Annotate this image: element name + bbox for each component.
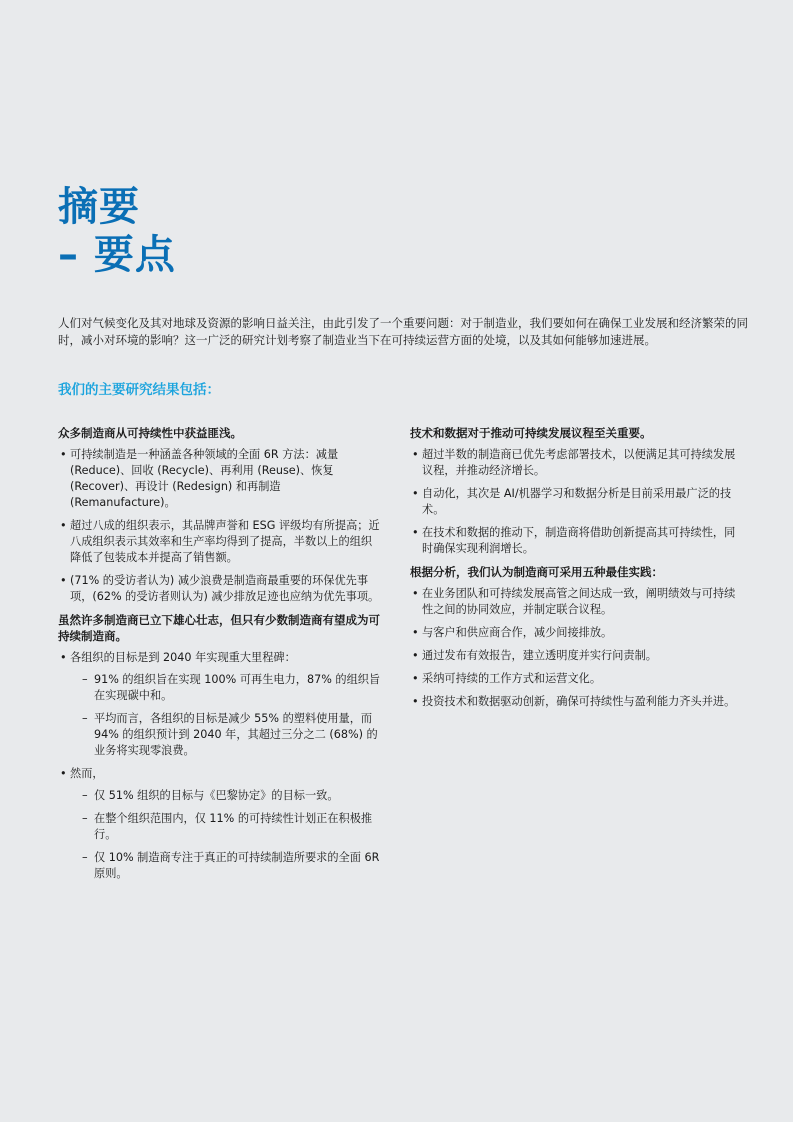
list-item-text: 然而， [70,767,104,780]
section-heading-ambitions: 虽然许多制造商已立下雄心壮志，但只有少数制造商有望成为可持续制造商。 [58,613,380,643]
list-item [58,766,383,882]
list-item-text: 各组织的目标是到 2040 年实现重大里程碑： [70,651,296,664]
section-heading-benefits: 众多制造商从可持续性中获益匪浅。 [58,426,242,440]
benefits-list [58,447,383,605]
section-heading-best-practices: 根据分析，我们认为制造商可采用五种最佳实践： [410,565,663,579]
list-item: • 自动化，其次是 AI/机器学习和数据分析是目前采用最广泛的技术。 [410,486,740,518]
findings-heading: 我们的主要研究结果包括： [58,382,220,398]
technology-list [410,447,740,557]
ambitions-list [58,650,383,882]
page-title-line1: 摘要 [58,184,140,230]
left-column [58,425,383,889]
page-title [58,183,176,279]
sub-list-item: – 91% 的组织旨在实现 100% 可再生电力，87% 的组织旨在实现碳中和。 [70,672,383,704]
section-heading-technology: 技术和数据对于推动可持续发展议程至关重要。 [410,426,652,440]
intro-paragraph: 人们对气候变化及其对地球及资源的影响日益关注，由此引发了一个重要问题：对于制造业，我们要如何在确保工业发展和经济繁荣的同时，减小对环境的影响？这一广泛的研究计划考察了制造业当下在可持续运营方面的处境，以及其如何能够加速进展。 [58,316,748,347]
list-item: • 通过发布有效报告，建立透明度并实行问责制。 [410,648,740,664]
sub-list [70,788,383,882]
list-item: • (71% 的受访者认为) 减少浪费是制造商最重要的环保优先事项，(62% 的受访者则认为) 减少排放足迹也应纳为优先事项。 [58,573,383,605]
list-item: • 在技术和数据的推动下，制造商将借助创新提高其可持续性，同时确保实现利润增长。 [410,525,740,557]
sub-list-item: – 在整个组织范围内，仅 11% 的可持续性计划正在积极推行。 [70,811,383,843]
sub-list [70,672,383,759]
sub-list-item: – 仅 51% 组织的目标与《巴黎协定》的目标一致。 [70,788,383,804]
list-item [58,650,383,759]
list-item: • 可持续制造是一种涵盖各种领域的全面 6R 方法：减量 (Reduce)、回收 (Recycle)、再利用 (Reuse)、恢复 (Recover)、再设计 (Redesign) 和再制造 (Remanufacture)。 [58,447,383,511]
list-item: • 在业务团队和可持续发展高管之间达成一致，阐明绩效与可持续性之间的协同效应，并制定联合议程。 [410,586,740,618]
list-item: • 投资技术和数据驱动创新，确保可持续性与盈利能力齐头并进。 [410,694,740,710]
sub-list-item: – 仅 10% 制造商专注于真正的可持续制造所要求的全面 6R 原则。 [70,850,383,882]
best-practices-list [410,586,740,710]
list-item: • 超过半数的制造商已优先考虑部署技术，以便满足其可持续发展议程，并推动经济增长。 [410,447,740,479]
list-item: • 采纳可持续的工作方式和运营文化。 [410,671,740,687]
sub-list-item: – 平均而言，各组织的目标是减少 55% 的塑料使用量，而 94% 的组织预计到 2040 年，其超过三分之二 (68%) 的业务将实现零浪费。 [70,711,383,759]
page-title-line2: – 要点 [58,232,176,278]
list-item: • 与客户和供应商合作，减少间接排放。 [410,625,740,641]
list-item: • 超过八成的组织表示，其品牌声誉和 ESG 评级均有所提高；近八成组织表示其效率和生产率均得到了提高，半数以上的组织降低了包装成本并提高了销售额。 [58,518,383,566]
right-column [410,425,740,717]
